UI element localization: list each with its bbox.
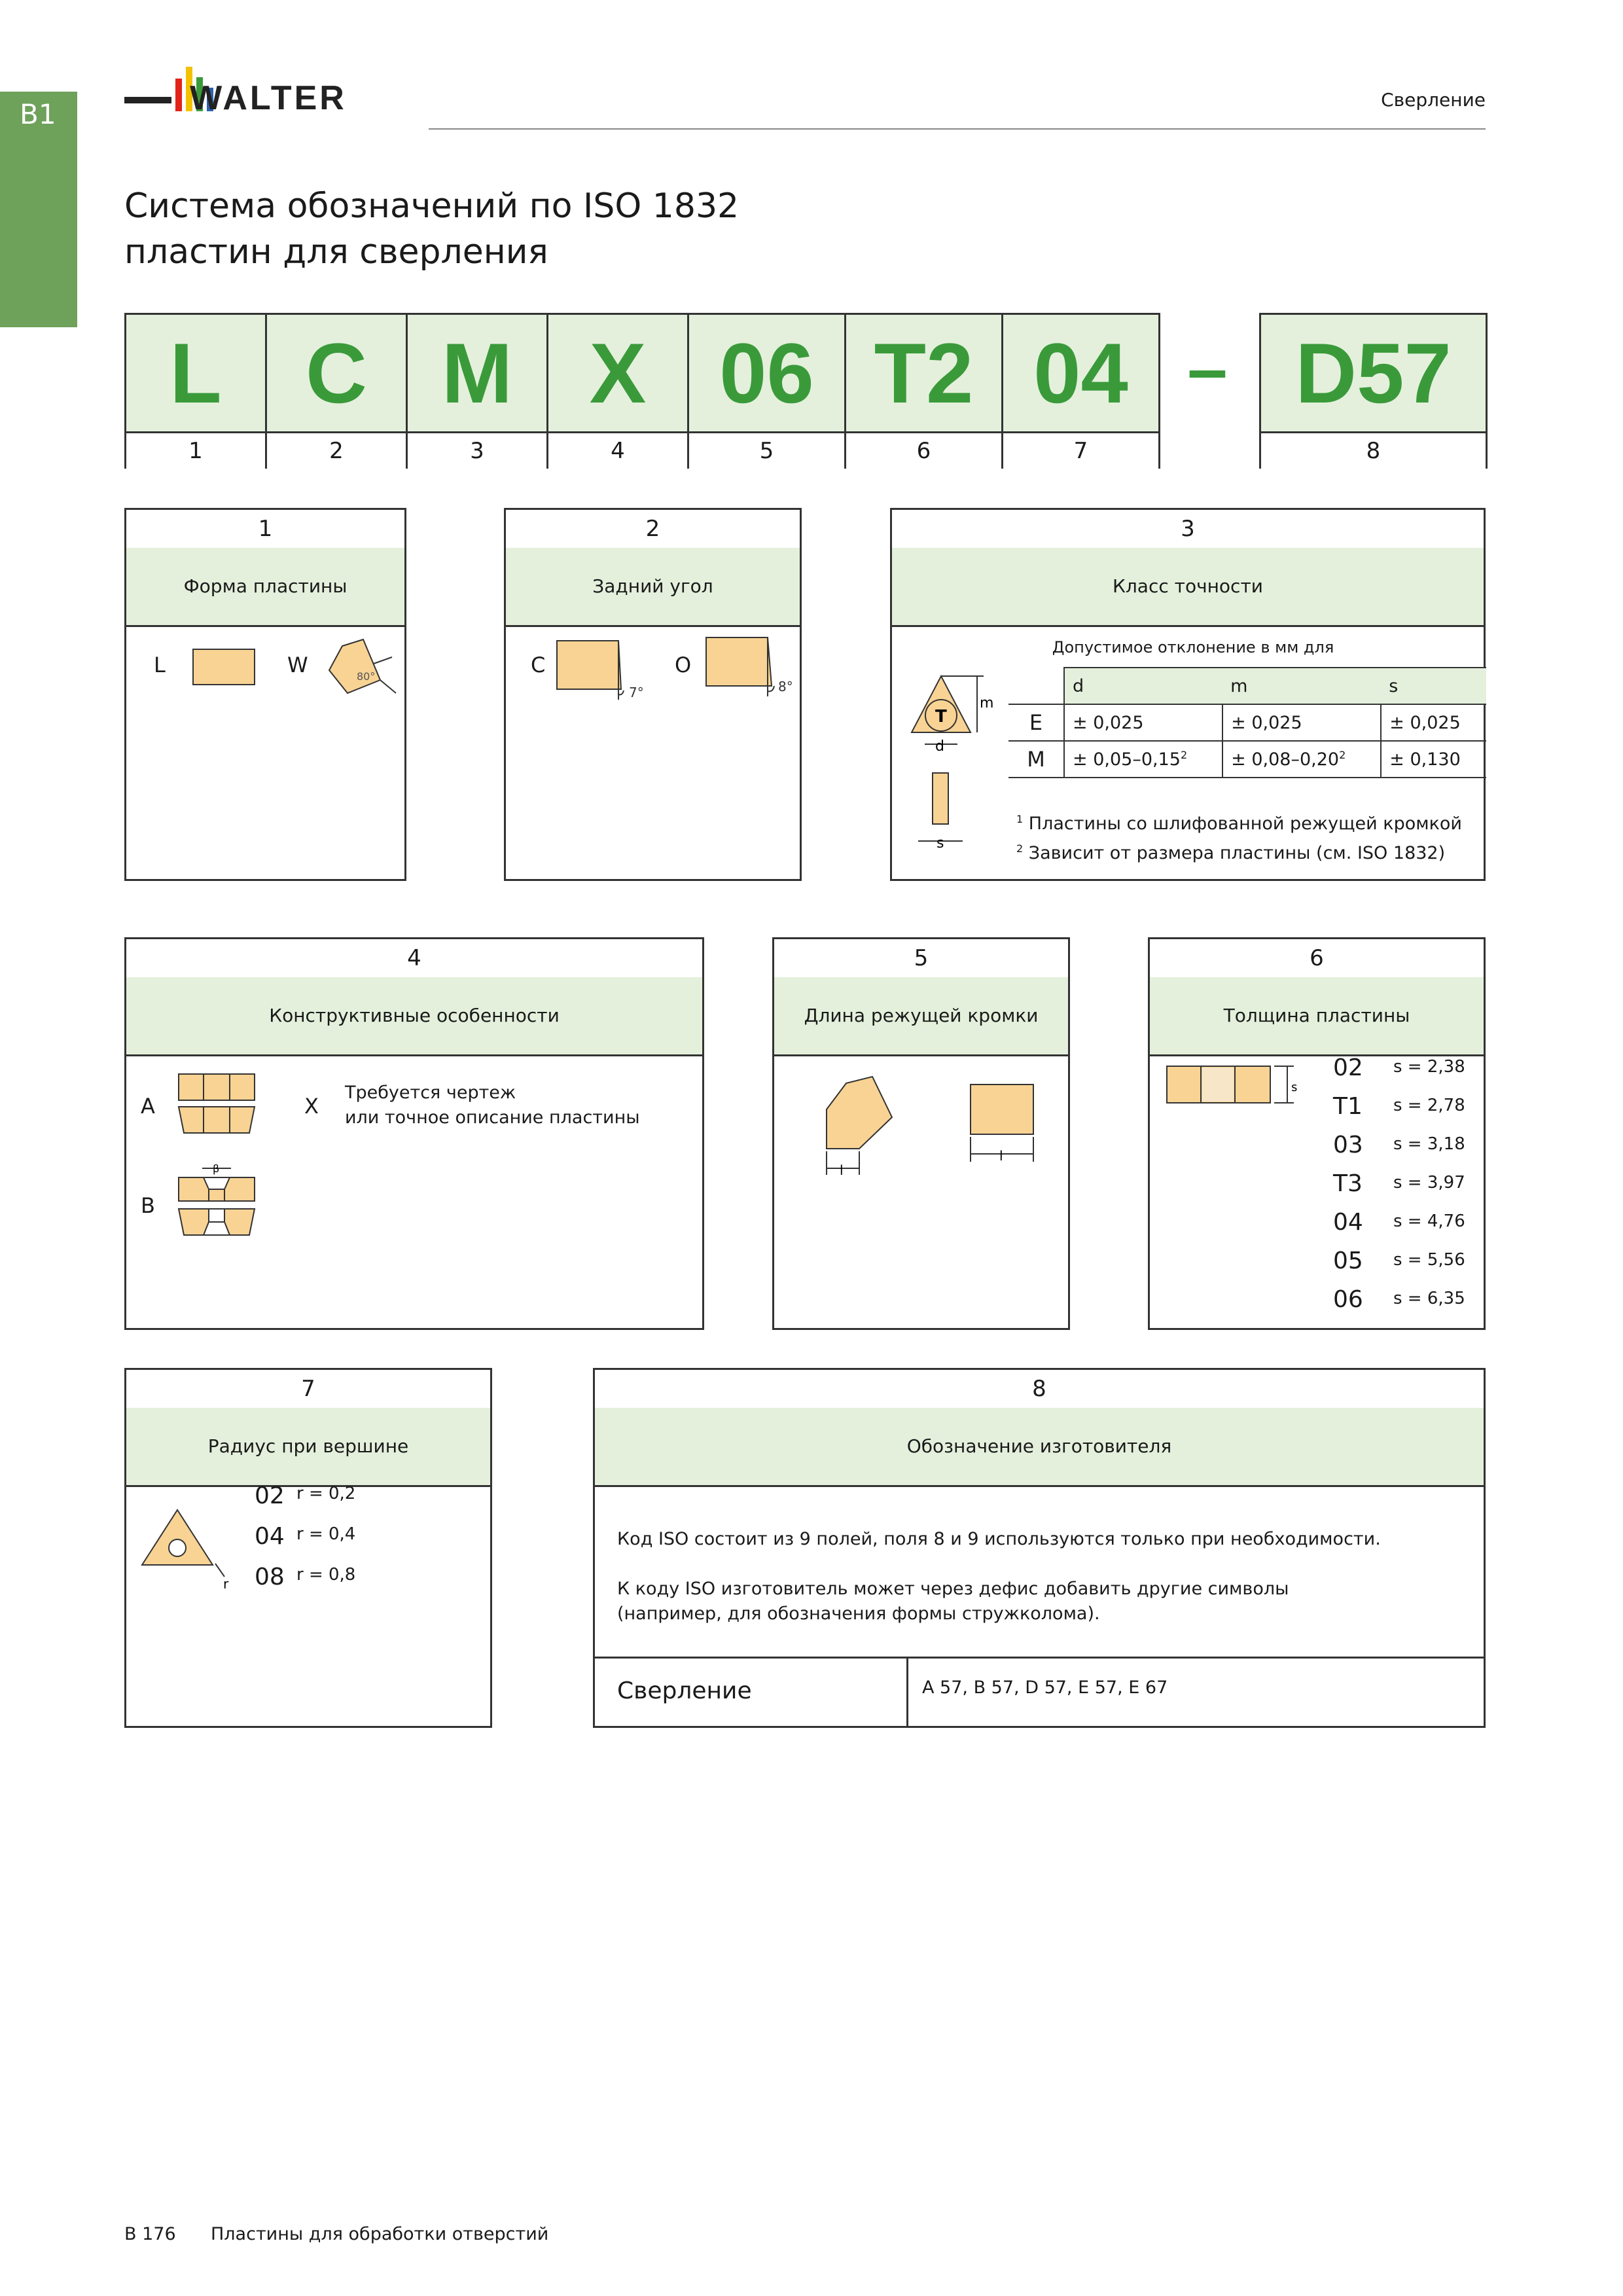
- clearance-8-icon: [702, 631, 800, 703]
- box5-label: Длина режущей кромки: [774, 977, 1068, 1056]
- thickness-value: s = 3,97: [1393, 1173, 1465, 1193]
- page-title: [124, 183, 739, 275]
- fig-s-label: s: [936, 835, 944, 852]
- radius-value: r = 0,8: [296, 1565, 356, 1585]
- fig-d-label: d: [935, 738, 944, 755]
- col-s: s: [1381, 668, 1486, 704]
- feature-x-line2: или точное описание пластины: [345, 1107, 640, 1128]
- e-m: ± 0,025: [1222, 704, 1381, 741]
- edge-length-rect-icon: [964, 1070, 1049, 1168]
- feature-a-code: A: [141, 1094, 155, 1119]
- section-name: Сверление: [1381, 89, 1486, 111]
- radius-item: [255, 1523, 385, 1556]
- box6-number: 6: [1150, 939, 1484, 979]
- feature-b-code: B: [141, 1193, 155, 1218]
- col-m: m: [1222, 668, 1381, 704]
- code-letter-1: L: [169, 325, 222, 421]
- code-dash: –: [1187, 329, 1228, 409]
- shape-w-code: W: [287, 653, 308, 677]
- w-angle-label: 80°: [357, 670, 376, 683]
- radius-code: 08: [255, 1564, 285, 1590]
- thickness-code: 03: [1333, 1132, 1363, 1158]
- radius-item: [255, 1482, 385, 1515]
- code-letter-4: X: [589, 325, 647, 421]
- tolerance-title: Допустимое отклонение в мм для: [1052, 638, 1334, 656]
- thickness-code: T3: [1333, 1170, 1363, 1197]
- edge-l1-label: l: [840, 1162, 844, 1178]
- footnotes: [1016, 807, 1462, 866]
- box-tolerance-class: [890, 508, 1486, 881]
- box2-number: 2: [506, 510, 800, 550]
- m-d: ± 0,05–0,15: [1073, 749, 1181, 770]
- manufacturer-p2b: (например, для обозначения формы стружколома).: [617, 1604, 1100, 1624]
- code-cell-7: [1001, 313, 1160, 469]
- m-m-cell: [1222, 741, 1381, 778]
- thickness-item: [1333, 1286, 1477, 1319]
- m-m-sup: 2: [1339, 749, 1346, 761]
- thickness-value: s = 4,76: [1393, 1211, 1465, 1231]
- box4-label: Конструктивные особенности: [126, 977, 702, 1056]
- box-corner-radius: [124, 1368, 492, 1728]
- e-s: ± 0,025: [1381, 704, 1486, 741]
- thickness-code: 02: [1333, 1054, 1363, 1081]
- thickness-code: T1: [1333, 1093, 1363, 1120]
- code-number-2: 2: [267, 431, 406, 469]
- manufacturer-p1: Код ISO состоит из 9 полей, поля 8 и 9 используются только при необходимости.: [617, 1529, 1381, 1549]
- footer-title: Пластины для обработки отверстий: [211, 2224, 549, 2244]
- m-d-cell: [1064, 741, 1222, 778]
- section-tab-label: B1: [20, 98, 56, 130]
- note2-text: Зависит от размера пластины (см. ISO 1832): [1028, 843, 1446, 863]
- thickness-value: s = 6,35: [1393, 1289, 1465, 1308]
- class-m: M: [1008, 741, 1064, 778]
- shape-l-code: L: [154, 653, 166, 677]
- code-cell-1: [124, 313, 267, 469]
- code-number-1: 1: [126, 431, 265, 469]
- box3-number: 3: [892, 510, 1484, 550]
- note1-text: Пластины со шлифованной режущей кромкой: [1028, 814, 1462, 834]
- drilling-label: Сверление: [617, 1677, 752, 1704]
- drilling-codes: A 57, B 57, D 57, E 57, E 67: [922, 1677, 1168, 1698]
- edge-length-trigon-icon: [820, 1070, 905, 1181]
- angle-c-code: C: [531, 653, 546, 677]
- radius-code: 02: [255, 1482, 285, 1509]
- beta-label: β: [213, 1162, 220, 1175]
- code-letter-2: C: [306, 325, 367, 421]
- thickness-item: [1333, 1247, 1477, 1280]
- thickness-item: [1333, 1209, 1477, 1242]
- class-e: E: [1008, 704, 1064, 741]
- feature-x-line1: Требуется чертеж: [345, 1083, 516, 1103]
- note1-sup: 1: [1016, 813, 1024, 825]
- box1-label: Форма пластины: [126, 548, 404, 627]
- thickness-code: 05: [1333, 1247, 1363, 1274]
- box8-label: Обозначение изготовителя: [595, 1408, 1484, 1487]
- box8-number: 8: [595, 1370, 1484, 1410]
- o-angle-label: 8°: [778, 679, 793, 694]
- box7-label: Радиус при вершине: [126, 1408, 490, 1487]
- e-d: ± 0,025: [1064, 704, 1222, 741]
- tolerance-table: [1008, 667, 1486, 778]
- header-rule: [429, 128, 1486, 130]
- m-d-sup: 2: [1180, 749, 1188, 761]
- box-clearance-angle: [504, 508, 802, 881]
- corner-radius-icon: [133, 1501, 244, 1592]
- code-number-3: 3: [408, 431, 546, 469]
- thickness-item: [1333, 1170, 1477, 1203]
- note2-sup: 2: [1016, 842, 1024, 855]
- code-letter-5: 06: [719, 325, 814, 421]
- radius-r-label: r: [223, 1576, 229, 1592]
- drilling-divider: [906, 1657, 908, 1726]
- box-manufacturer: [593, 1368, 1486, 1728]
- code-cell-2: [265, 313, 408, 469]
- thickness-value: s = 2,38: [1393, 1057, 1465, 1077]
- box6-label: Толщина пластины: [1150, 977, 1484, 1056]
- angle-o-code: O: [675, 653, 692, 677]
- thickness-item: [1333, 1093, 1477, 1126]
- code-number-6: 6: [846, 431, 1001, 469]
- footer-page-number: B 176: [124, 2224, 176, 2244]
- m-s: ± 0,130: [1381, 741, 1486, 778]
- box3-label: Класс точности: [892, 548, 1484, 627]
- radius-code: 04: [255, 1523, 285, 1550]
- page-title-line1: Система обозначений по ISO 1832: [124, 187, 740, 226]
- box1-number: 1: [126, 510, 404, 550]
- code-cell-8: [1259, 313, 1488, 469]
- box-design-features: [124, 937, 704, 1330]
- code-number-5: 5: [689, 431, 844, 469]
- feature-a-icon: [172, 1070, 264, 1155]
- code-cell-4: [546, 313, 689, 469]
- thickness-s-label: s: [1291, 1081, 1298, 1094]
- feature-x-text: [345, 1081, 640, 1130]
- fig-m-label: m: [980, 695, 994, 711]
- feature-x-code: X: [304, 1094, 319, 1119]
- box5-number: 5: [774, 939, 1068, 979]
- thickness-value: s = 5,56: [1393, 1250, 1465, 1270]
- code-number-7: 7: [1003, 431, 1158, 469]
- footnote-1: [1016, 807, 1462, 836]
- manufacturer-text: [617, 1527, 1381, 1626]
- box-edge-length: [772, 937, 1070, 1330]
- thickness-code: 04: [1333, 1209, 1363, 1236]
- code-cell-6: [844, 313, 1003, 469]
- rectangle-insert-icon: [189, 644, 261, 690]
- code-letter-8: D57: [1295, 325, 1452, 421]
- col-d: d: [1064, 668, 1222, 704]
- box-insert-shape: [124, 508, 406, 881]
- code-number-8: 8: [1261, 431, 1486, 469]
- page-title-line2: пластин для сверления: [124, 232, 548, 272]
- footnote-2: [1016, 836, 1462, 866]
- walter-logo: [124, 60, 406, 129]
- tolerance-triangle-icon: [905, 662, 1010, 865]
- thickness-value: s = 3,18: [1393, 1134, 1465, 1154]
- m-m: ± 0,08–0,20: [1231, 749, 1340, 770]
- box-thickness: [1148, 937, 1486, 1330]
- manufacturer-p2a: К коду ISO изготовитель может через дефис добавить другие символы: [617, 1579, 1289, 1599]
- radius-value: r = 0,4: [296, 1524, 356, 1544]
- code-letter-6: T2: [874, 325, 974, 421]
- drilling-row: [595, 1657, 1484, 1659]
- code-cell-3: [406, 313, 548, 469]
- box4-number: 4: [126, 939, 702, 979]
- thickness-item: [1333, 1132, 1477, 1164]
- code-cell-5: [687, 313, 846, 469]
- thickness-item: [1333, 1054, 1477, 1087]
- c-angle-label: 7°: [629, 685, 644, 700]
- feature-b-icon: [172, 1159, 264, 1251]
- edge-l2-label: l: [999, 1148, 1003, 1164]
- svg-text:WALTER: WALTER: [190, 79, 347, 117]
- thickness-insert-icon: [1163, 1057, 1313, 1116]
- fig-t-label: T: [935, 707, 947, 726]
- code-letter-7: 04: [1033, 325, 1128, 421]
- radius-value: r = 0,2: [296, 1484, 356, 1503]
- code-letter-3: M: [441, 325, 513, 421]
- code-number-4: 4: [548, 431, 687, 469]
- thickness-value: s = 2,78: [1393, 1096, 1465, 1115]
- box2-label: Задний угол: [506, 548, 800, 627]
- trigon-insert-icon: [323, 634, 401, 706]
- box7-number: 7: [126, 1370, 490, 1410]
- radius-item: [255, 1564, 385, 1596]
- thickness-code: 06: [1333, 1286, 1363, 1313]
- clearance-7-icon: [553, 634, 651, 706]
